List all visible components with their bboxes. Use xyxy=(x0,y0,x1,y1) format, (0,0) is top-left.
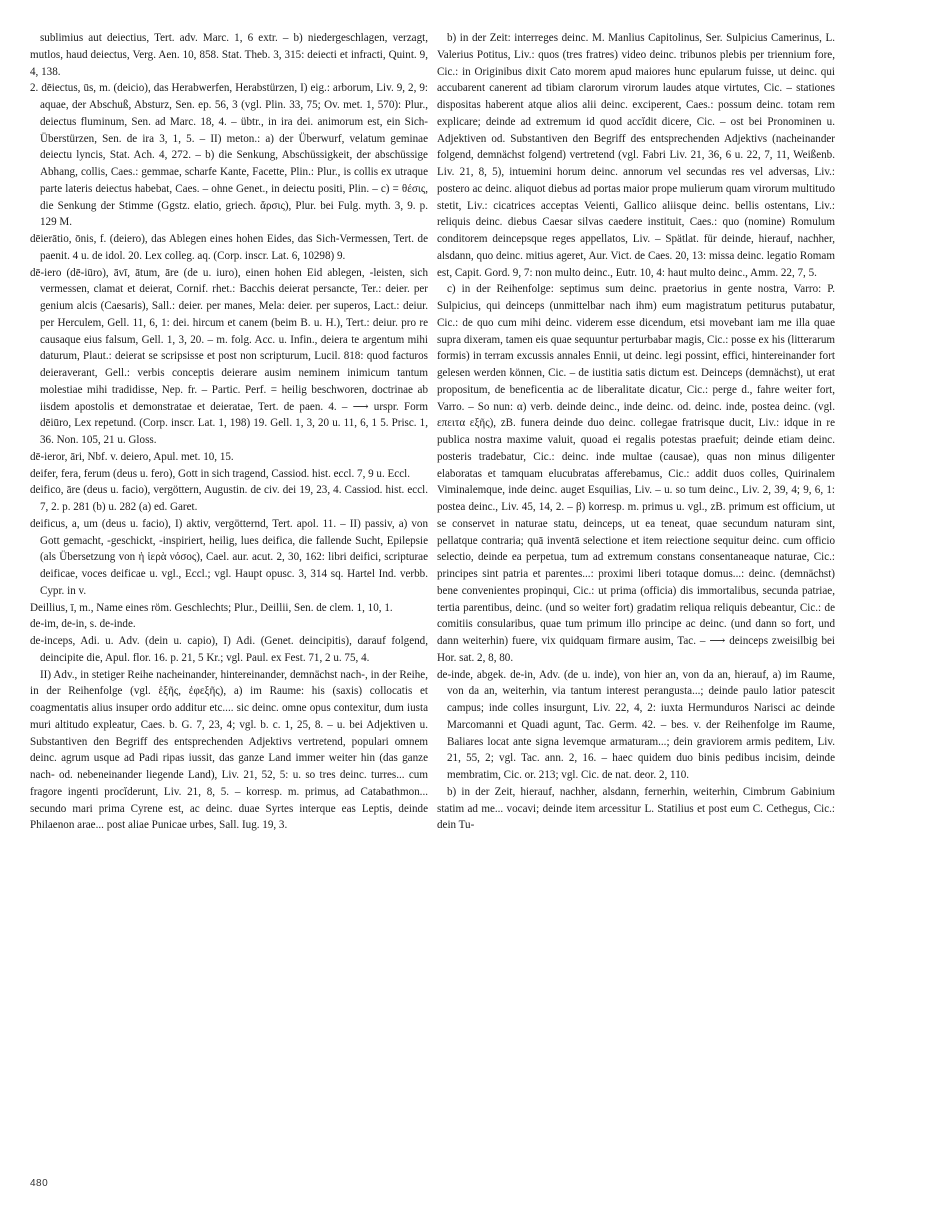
entry-de-inceps-adverb: II) Adv., in stetiger Reihe nacheinander, hintereinander, demnächst nach-, in der Reihe, in der Reihenfolge (vgl. ἑξῆς, ἐφεξῆς), a) im Raume: his (saxis) collocatis et coagmentatis alius insuper ordo additur etc.... sic deinc. omne opus contexitur, dum iusta muri altitudo expleatur, Caes. b. G. 7, 23, 4; vgl. b. c. 1, 25, 8. – u. bei Adjektiven u. Substantiven den Begriff des entsprechenden Adjektivs vertretend, populari omnem deinc. agrum usque ad Padi ripas iussit, das ganze Land immer weiter hin (das ganze nach- od. nebeneinander liegende Land), Liv. 21, 52, 5: u. so tres deinc. turres... cum fragore ingenti procĭderunt, Liv. 21, 8, 5. – korresp. m. primus, ad Catabathmon... secundo mari prima Cyrene est, ac deinc. duae Syrtes interque eas Leptis, deinde Philaenon arae... post aliae Punicae urbes, Sall. Iug. 19, 3. xyxy=(30,668,428,832)
entry-de-inceps-time: b) in der Zeit: interreges deinc. M. Manlius Capitolinus, Ser. Sulpicius Camerinus, L. Valerius Potitus, Liv.: quos (tres fratres) video deinc. tribunos plebis per triennium fore, Cic.: in Originibus dixit Cato morem apud maiores hunc epularum fuisse, ut deinc. qui accubarent canerent ad tibiam clarorum virorum laudes atque virtutes, Cic. – stationes dispositas haberent atque alios alii deinc. exciperent, Caes.: possum deinc. totam rem explicare; deinde ad extremum id quod accĭdit dicere, Cic. – ost bei Pronominen u. Adjektiven od. Substantiven den Begriff des entsprechenden Adjektivs (nacheinander folgend, demnächst folgend) vertretend (vgl. Fabri Liv. 21, 36, 6 u. 22, 7, 11, Weißenb. Liv. 21, 8, 5), intuemini horum deinc. annorum vel secundas res vel adversas, Liv.: postero ac deinc. aliquot diebus ad portas maior prope mulierum quam virorum multitudo stetit, Liv.: cicatrices acceptas Veienti, Gallico aliisque deinc. bellis ostentans, Liv.: reliquis deinc. diebus Caesar silvas caedere instituit, Caes.: quo (nomine) Romulum conditorem deincepsque reges appellatos, Liv. – Spätlat. für deinde, hierauf, nachher, alsdann, quo deinc. mitius ageret, Aur. Vict. de Caes. 20, 13: missa deinc. legatio Romam est, Capit. Gord. 9, 7: non multo deinc., Eutr. 10, 4: haut multo deinc., Amm. 22, 7, 5. xyxy=(437,32,835,279)
page-number: 480 xyxy=(30,1178,49,1189)
entry-deillius: Deillius, ī, m., Name eines röm. Geschlechts; Plur., Deillii, Sen. de clem. 1, 10, 1. xyxy=(30,601,393,614)
entry-de-iero: dē-iero (dē-iūro), āvī, ātum, āre (de u. iuro), einen hohen Eid ablegen, -leisten, sich vermessen, clamat et deierat, Cornif. rhet.: Bacchis deierat persancte, Ter.: deier. per genium alcis (Caesaris), Sall.: deier. per manes, Mela: deier. per superos, Lact.: deiur. per Herculem, Gell. 11, 6, 1: dei. hircum et canem (beim B. u. H.), Tert.: deiur. pro re causaque eius falsum, Gell. 1, 3, 20. – m. folg. Acc. u. Infin., deiera te argentum mihi daturum, Plaut.: deierat se scripsisse et post non scripturum, Lucil. 818: quod facturos deieraverant, Gell.: verbis conceptis deierare ausim neminem inimicum tantum molestiae mihi tradidisse, Nep. fr. – Partic. Perf. = heilig beschworen, doctrinae ab iisdem apostolis et demonstratae et deieratae, Tert. de paen. 4. – ⟶ urspr. Form dēiūro, Lex repetund. (Corp. inscr. Lat. 1, 198) 19. Gell. 1, 3, 20 u. 11, 6, 1 5. Prisc. 1, 36. Non. 105, 21 u. Gloss. xyxy=(30,266,428,446)
entry-de-inde: de-inde, abgek. de-in, Adv. (de u. inde), von hier an, von da an, hierauf, a) im Raume, von da an, weiterhin, via tantum interest perangusta...; deinde paulo latior patescit campus; inde colles insurgunt, Liv. 22, 4, 2: iuxta Hermunduros Narisci ac deinde Marcomanni et Quadi agunt, Tac. Germ. 42. – bes. v. der Reihenfolge im Raume, Baliares locat ante signa levemque armaturam...; dein graviorem armis peditem, Liv. 21, 55, 2; vgl. Tac. ann. 2, 16. – haec quidem duo binis pedibus incisim, deinde membratim, Cic. or. 213; vgl. Cic. de nat. deor. 2, 110. xyxy=(437,668,835,781)
entry-de-inde-time: b) in der Zeit, hierauf, nachher, alsdann, fernerhin, weiterhin, Cimbrum Gabinium statim ad me... vocavi; deinde item arcessitur L. Statilius et post eum C. Cethegus, Cic.: dein Tu- xyxy=(437,785,835,832)
entry-deiectus-noun: 2. dēiectus, ūs, m. (deicio), das Herabwerfen, Herabstürzen, I) eig.: arborum, Liv. 9, 2, 9: aquae, der Abschuß, Absturz, Sen. ep. 56, 3 (vgl. Plin. 33, 75; Ov. met. 1, 570): Plur., deiectus fluminum, Sen. ad Marc. 18, 4. – übtr., in ira dei. animorum est, ein Sich-Überstürzen, Sen. de ira 3, 1, 5. – II) meton.: a) der Überwurf, velatum geminae deiectu lyncis, Stat. Ach. 4, 272. – b) die Senkung, Abschüssigkeit, der abschüssige Abhang, collis, Caes.: gemmae, scharfe Kante, Facette, Plin.: Plur., is collis ex utraque parte lateris deiectus habebat, Caes. – ohne Genet., in deiectu positi, Plin. – c) = θέσις, die Senkung der Stimme (Ggstz. elatio, griech. ἄρσις), Plur. bei Fulg. myth. 3, 9. p. 129 M. xyxy=(30,82,428,229)
entry-de-inceps-order: c) in der Reihenfolge: septimus sum deinc. praetorius in gente nostra, Varro: P. Sulpicius, qui deinceps (unmittelbar nach ihm) eum magistratum petiturus putabatur, Cic.: de quo cum mihi deinc. viderem esse dicendum, etsi movebant iam me illa quae supra dixeram, tamen eis quae sequuntur perturbabar magis, Cic.: posse ex his (litterarum formis) in terram excussis annales Ennii, ut deinc. legi possint, effici, hintereinander fort gelesen werden können, Cic. – de iustitia satis dictum est. Deinceps (demnächst), ut erat propositum, de beneficentia ac de liberalitate dicatur, Cic.: perge d., fahre weiter fort, Varro. – So nun: α) verb. deinde deinc., inde deinc. od. deinc. inde, postea deinc. (vgl. επειτα εξῆς), zB. funera deinde duo deinc. collegae fratrisque ducit, Liv.: idque in re publica nostra maxime valuit, quoad ei regalis potestas praefuit; deinde etiam deinc. posteris tradebatur, Cic.: deinc. inde multae (causae), quas non minus diligenter elaboratas et tamquam elucubratas afferebamus, Cic.: addit duos colles, Quirinalem Viminalemque, inde deinc. auget Esquilias, Liv. – u. so tum deinc., Liv. 2, 39, 4; 9, 6, 1: postea deinc., Liv. 45, 14, 2. – β) korresp. m. primus u. vgl., zB. primum est officium, ut se conservet in naturae statu, deinceps, ut ea teneat, quae secundum naturam sint, pellatque contraria; quā inventā selectione et item reiectione sequitur deinc. cum officio selectio, deinde ea perpetua, tum ad extremum constans consentaneaque naturae, Cic.: principes sint patria et parentes...: proximi liberi totaque domus...: deinc. (demnächst) bene convenientes propinqui, Cic.: ut prima (officia) dis immortalibus, secunda patriae, tertia parentibus, deinc. (und so weiter fort) gradatim reliqua reliquis debeantur, Cic.: de comitiis consularibus, quae tum primum illo principe ac deinc. (und dann so fort, und dann weiterhin) fuere, vix quidquam firmare ausim, Tac. – ⟶ deinceps zweisilbig bei Hor. sat. 2, 8, 80. xyxy=(437,283,835,664)
entry-deiectus-continuation: sublimius aut deiectius, Tert. adv. Marc. 1, 6 extr. – b) niedergeschlagen, verzagt, mutlos, haud deiectus, Verg. Aen. 10, 858. Stat. Theb. 3, 315: deiecti et infracti, Quint. 9, 4, 138. xyxy=(30,32,428,78)
left-column xyxy=(30,30,428,1170)
entry-deieratio: dēierātio, ōnis, f. (deiero), das Ablegen eines hohen Eides, das Sich-Vermessen, Tert. de paenit. 4 u. de idol. 20. Lex colleg. aq. (Corp. inscr. Lat. 6, 10298) 9. xyxy=(30,233,428,262)
entry-deifico: deifico, āre (deus u. facio), vergöttern, Augustin. de civ. dei 19, 23, 4. Cassiod. hist. eccl. 7, 2. p. 281 (b) u. 282 (a) ed. Garet. xyxy=(30,484,428,513)
entry-de-im: de-im, de-in, s. de-inde. xyxy=(30,618,136,631)
entry-deifer: deifer, fera, ferum (deus u. fero), Gott in sich tragend, Cassiod. hist. eccl. 7, 9 u. Eccl. xyxy=(30,467,411,480)
entry-de-ieror: dē-ieror, āri, Nbf. v. deiero, Apul. met. 10, 15. xyxy=(30,450,234,463)
entry-deificus: deificus, a, um (deus u. facio), I) aktiv, vergötternd, Tert. apol. 11. – II) passiv, a) von Gott gemacht, -geschickt, -inspiriert, heilig, lues deifica, die fallende Sucht, Epilepsie (als Übersetzung von ἡ ἱερὰ νόσος), Cael. aur. acut. 2, 30, 162: libri deifici, scripturae deificae, voces deificae u. vgl., Eccl.; vgl. Haupt opusc. 3, 314 sq. Hartel Ind. verbb. Cypr. in v. xyxy=(30,517,428,597)
entry-de-inceps: de-inceps, Adi. u. Adv. (dein u. capio), I) Adi. (Genet. deincipitis), darauf folgend, deincipite die, Apul. flor. 16. p. 21, 5 Kr.; vgl. Paul. ex Fest. 71, 2 u. 75, 4. xyxy=(30,635,428,664)
right-column xyxy=(437,30,835,1170)
